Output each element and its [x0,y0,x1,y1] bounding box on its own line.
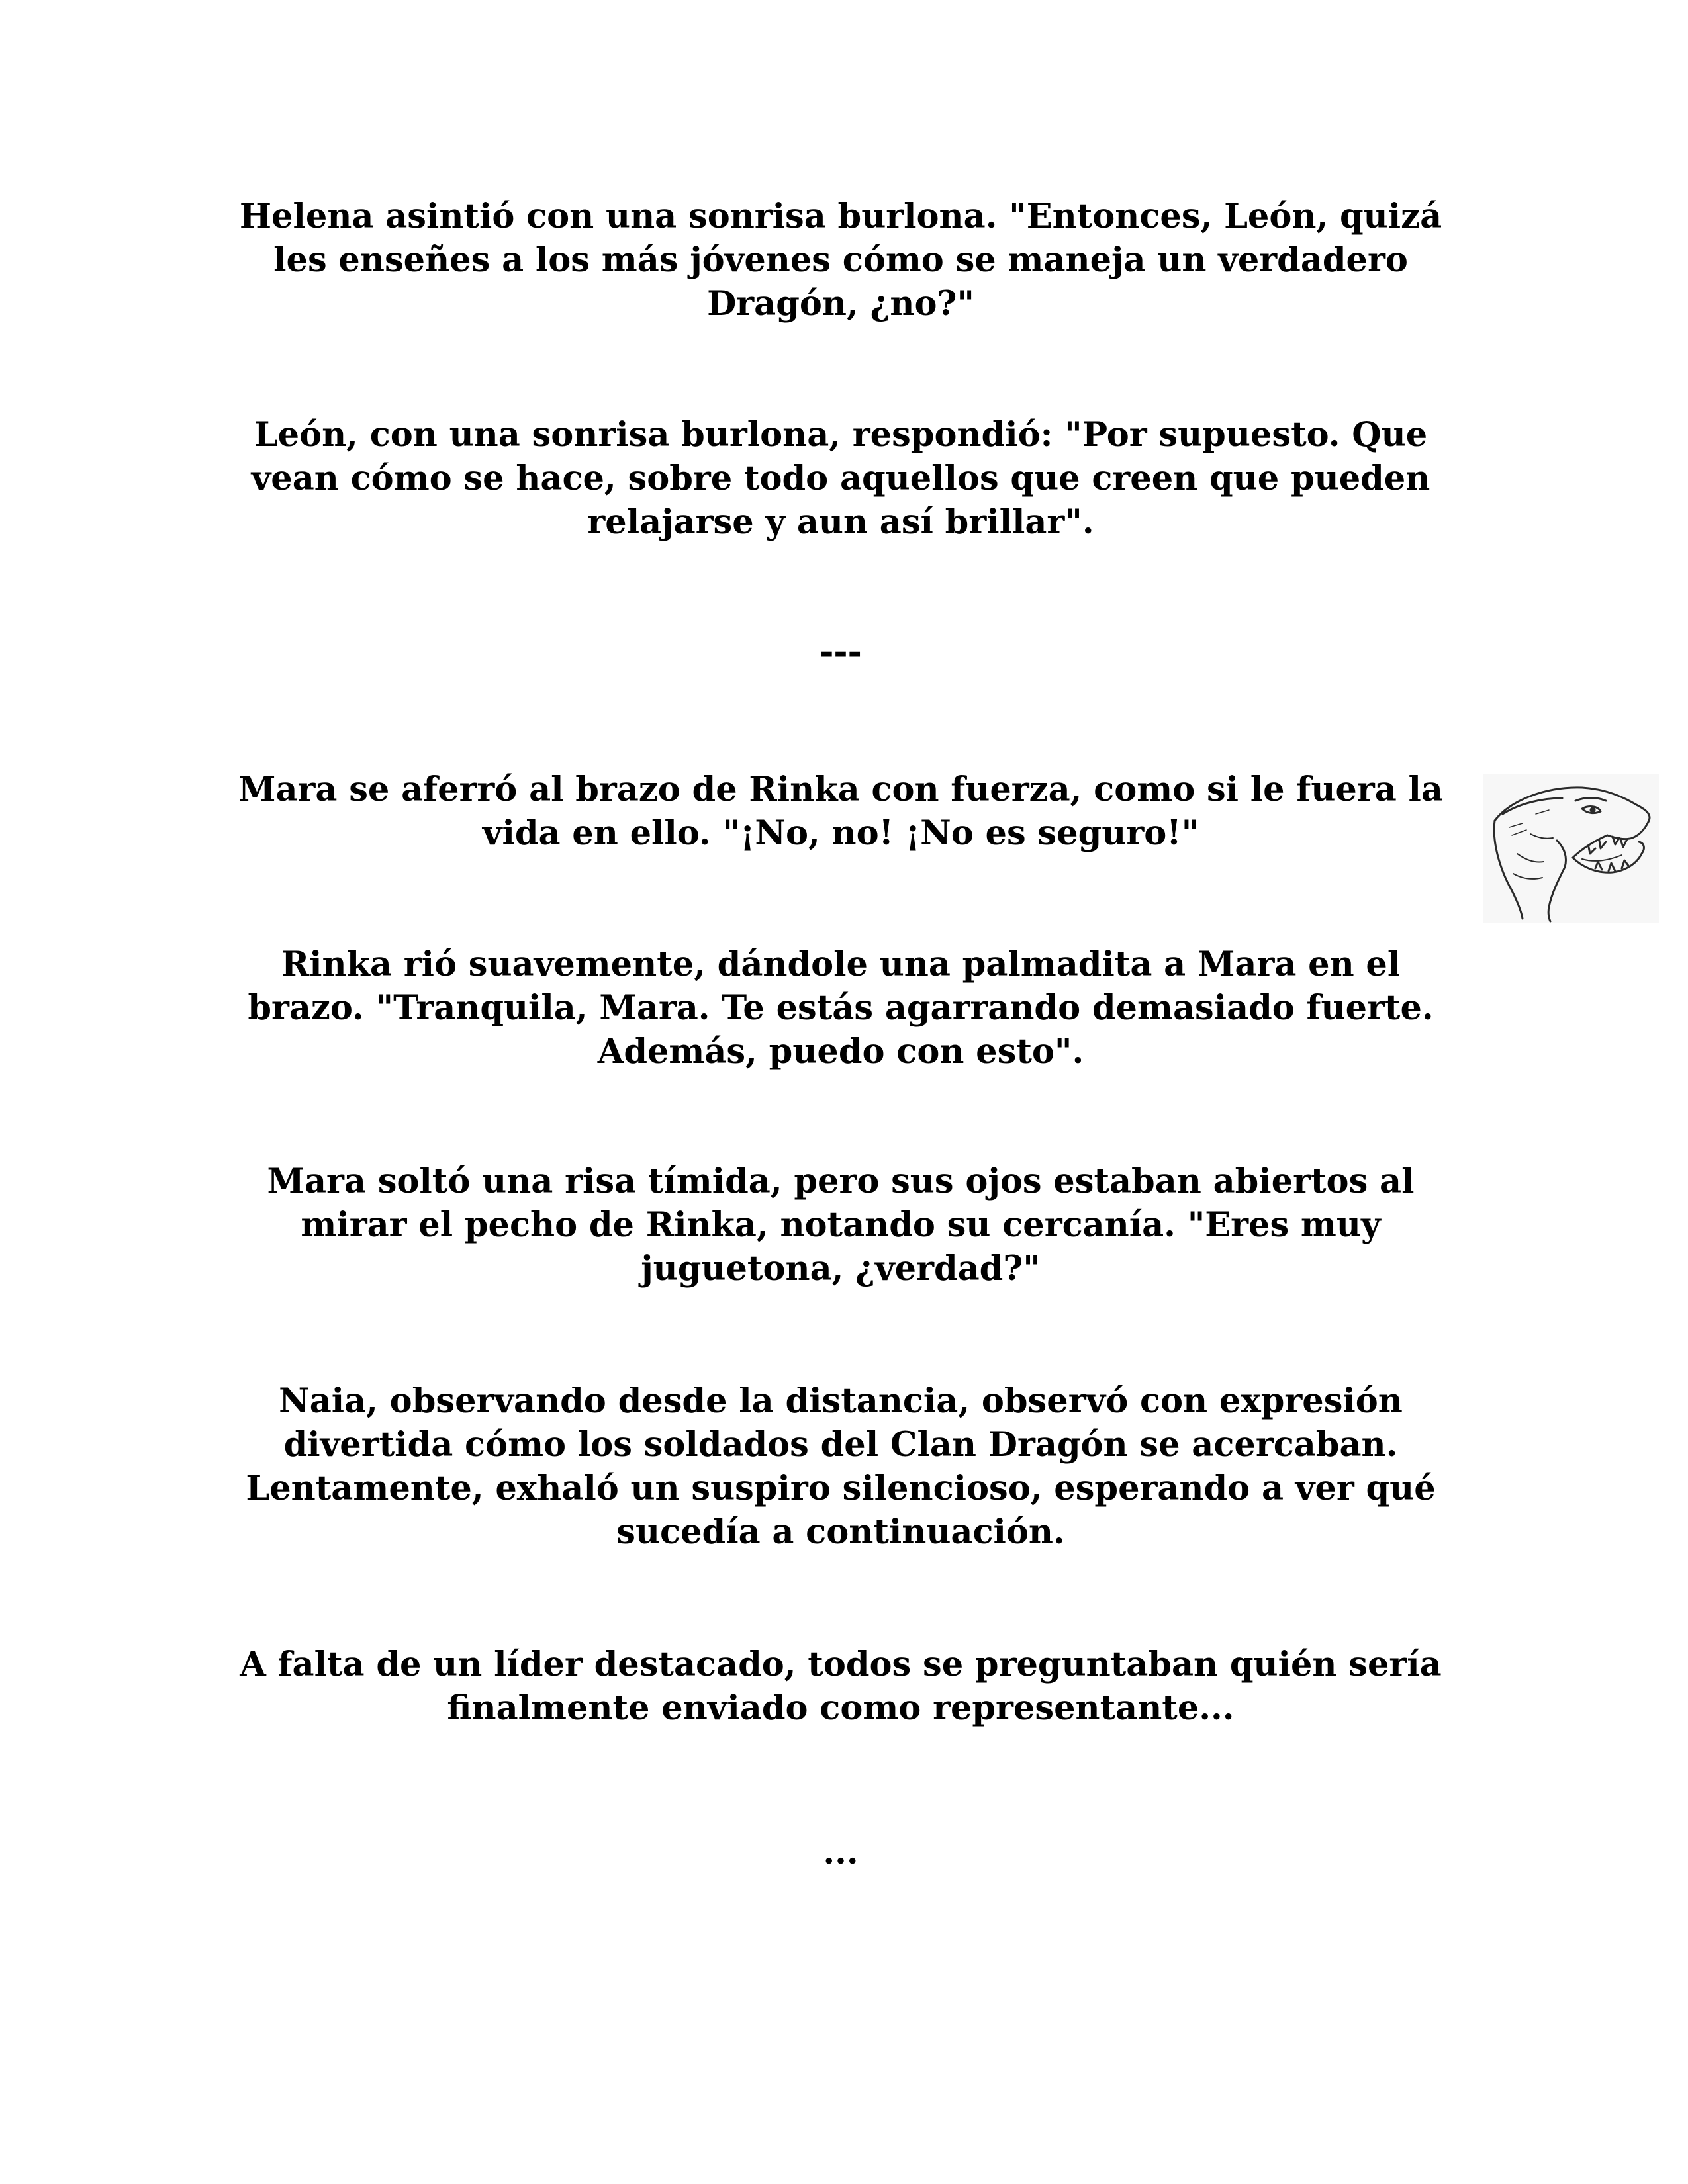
closing-ellipsis: ... [823,1833,859,1872]
paragraph-rinka: Rinka rió suavemente, dándole una palmadita a Mara en el brazo. "Tranquila, Mara. Te estás agarrando demasiado fuerte. Además, puedo con esto". [248,944,1434,1071]
paragraph-naia: Naia, observando desde la distancia, observó con expresión divertida cómo los soldados del Clan Dragón se acercaban. Lentamente, exhaló un suspiro silencioso, esperando a ver qué sucedía a continuación. [246,1381,1436,1552]
paragraph-representative: A falta de un líder destacado, todos se preguntaban quién sería finalmente enviado como representante... [240,1645,1442,1728]
paragraph-leon: León, con una sonrisa burlona, respondió: "Por supuesto. Que vean cómo se hace, sobre todo aquellos que creen que pueden relajarse y aun así brillar". [251,415,1430,542]
paragraph-helena: Helena asintió con una sonrisa burlona. "Entonces, León, quizá les enseñes a los más jóvenes cómo se maneja un verdadero Dragón, ¿no?" [239,197,1442,324]
section-separator: --- [820,632,862,672]
paragraph-mara-grip: Mara se aferró al brazo de Rinka con fuerza, como si le fuera la vida en ello. "¡No, no! ¡No es seguro!" [238,770,1443,853]
paragraph-mara-laugh: Mara soltó una risa tímida, pero sus ojos estaban abiertos al mirar el pecho de Rinka, notando su cercanía. "Eres muy juguetona, ¿verdad?" [267,1161,1415,1289]
dinosaur-head-sketch-icon [1483,774,1659,923]
